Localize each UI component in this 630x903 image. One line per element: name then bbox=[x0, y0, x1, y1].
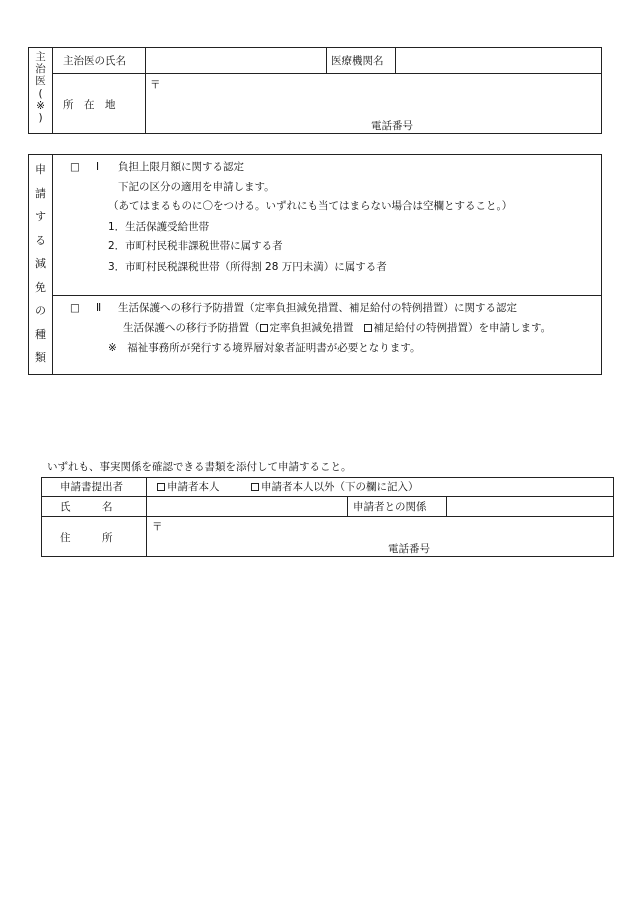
option1-numeral: Ⅰ bbox=[96, 161, 100, 173]
option1-item-2[interactable]: 2．市町村民税非課税世帯に属する者 bbox=[108, 240, 283, 252]
option2-sub1-label: 定率負担減免措置 bbox=[269, 322, 354, 334]
physician-divider-v4 bbox=[395, 47, 396, 73]
reduction-divider-h bbox=[52, 295, 602, 296]
option2-title: 生活保護への移行予防措置（定率負担減免措置、補足給付の特例措置）に関する認定 bbox=[118, 302, 517, 314]
option1-line1: 下記の区分の適用を申請します。 bbox=[118, 181, 275, 193]
option2-sub2-label: 補足給付の特例措置 bbox=[373, 322, 469, 334]
physician-divider-v2 bbox=[145, 47, 146, 134]
submitter-divider-h2 bbox=[41, 516, 614, 517]
submitter-phone-label: 電話番号 bbox=[388, 543, 430, 555]
physician-divider-v1 bbox=[52, 47, 53, 134]
physician-section-label: 主 治 医 ( ※ ) bbox=[35, 51, 46, 124]
reduction-divider-v bbox=[52, 154, 53, 375]
submitter-postal-mark: 〒 bbox=[152, 521, 163, 533]
physician-name-label: 主治医の氏名 bbox=[63, 55, 126, 67]
option2-sub1-checkbox[interactable] bbox=[260, 324, 268, 332]
submitter-address-label: 住 所 bbox=[60, 532, 113, 544]
submitter-option-other[interactable] bbox=[251, 482, 419, 493]
relation-field[interactable] bbox=[450, 500, 610, 514]
institution-label: 医療機関名 bbox=[331, 55, 384, 67]
option2-note: ※ 福祉事務所が発行する境界層対象者証明書が必要となります。 bbox=[108, 342, 421, 354]
submitter-divider-v1 bbox=[146, 477, 147, 557]
submitter-self-label: 申請者本人 bbox=[167, 481, 220, 493]
submitter-divider-v2 bbox=[347, 496, 348, 516]
option1-item-3[interactable]: 3．市町村民税課税世帯（所得割 28 万円未満）に属する者 bbox=[108, 261, 387, 273]
submitter-self-checkbox[interactable] bbox=[157, 483, 165, 491]
option2-line1-start: 生活保護への移行予防措置（ bbox=[123, 322, 260, 334]
option2-numeral: Ⅱ bbox=[96, 302, 102, 314]
option1-item-1[interactable]: 1．生活保護受給世帯 bbox=[108, 221, 210, 233]
submitter-other-label: 申請者本人以外（下の欄に記入） bbox=[261, 481, 419, 493]
submitter-option-self[interactable] bbox=[157, 482, 220, 493]
submission-instruction: いずれも、事実関係を確認できる書類を添付して申請すること。 bbox=[47, 461, 352, 473]
submitter-name-field[interactable] bbox=[150, 500, 344, 514]
option2-line1 bbox=[123, 323, 551, 334]
physician-address-label: 所 在 地 bbox=[63, 99, 116, 111]
physician-divider-v3 bbox=[326, 47, 327, 73]
physician-divider-h1 bbox=[52, 73, 602, 74]
submitter-divider-h1 bbox=[41, 496, 614, 497]
submitter-name-label: 氏 名 bbox=[60, 501, 113, 513]
reduction-section-label: 申 請 す る 減 免 の 種 類 bbox=[35, 163, 46, 364]
relation-label: 申請者との関係 bbox=[353, 501, 427, 513]
institution-field[interactable] bbox=[400, 56, 598, 70]
submitter-divider-v3 bbox=[446, 496, 447, 516]
physician-phone-label: 電話番号 bbox=[371, 120, 413, 132]
option2-checkbox[interactable]: □ bbox=[70, 302, 80, 314]
option2-line1-end: ）を申請します。 bbox=[468, 322, 552, 334]
option2-sub2-checkbox[interactable] bbox=[364, 324, 372, 332]
submitter-label: 申請書提出者 bbox=[60, 481, 123, 493]
option1-checkbox[interactable]: □ bbox=[70, 161, 80, 173]
option1-line2: （あてはまるものに〇をつける。いずれにも当てはまらない場合は空欄とすること。） bbox=[108, 200, 513, 212]
submitter-other-checkbox[interactable] bbox=[251, 483, 259, 491]
physician-postal-mark: 〒 bbox=[150, 79, 161, 91]
physician-name-field[interactable] bbox=[150, 56, 322, 70]
option1-title: 負担上限月額に関する認定 bbox=[118, 161, 244, 173]
